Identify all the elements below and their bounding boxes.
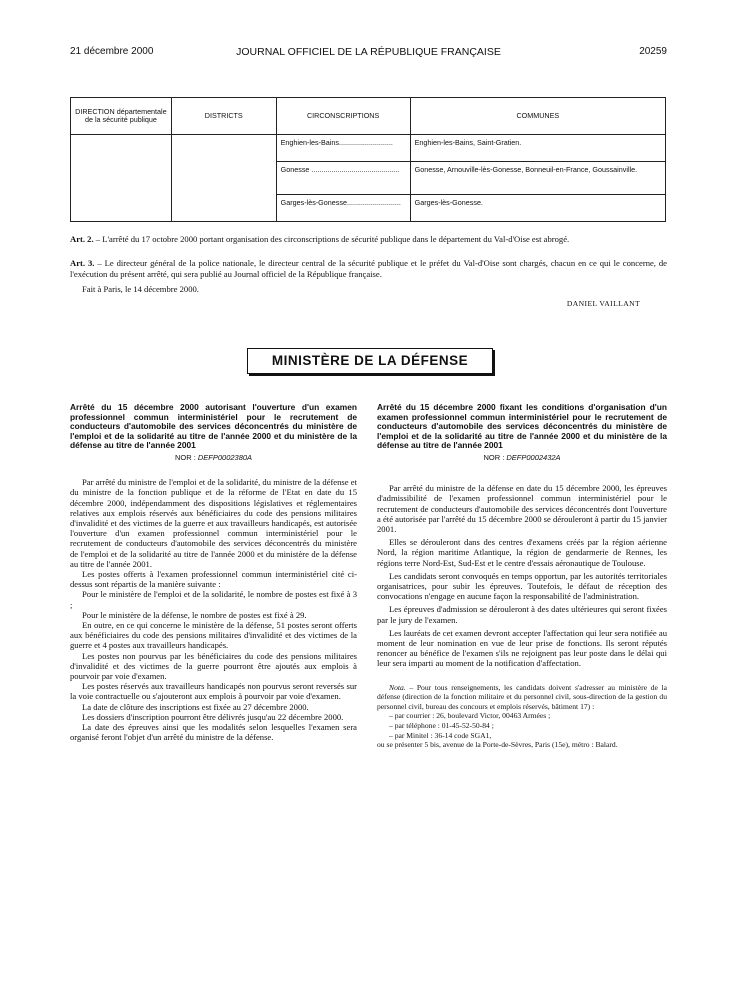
left-paragraph: Pour le ministère de la défense, le nombre de postes est fixé à 29. bbox=[82, 609, 307, 620]
ministry-heading-box bbox=[247, 348, 493, 374]
col-header-circonscriptions: CIRCONSCRIPTIONS bbox=[276, 98, 410, 135]
table-row bbox=[71, 135, 666, 162]
right-nor bbox=[377, 453, 667, 463]
ministry-heading: MINISTÈRE DE LA DÉFENSE bbox=[271, 353, 469, 368]
signature: DANIEL VAILLANT bbox=[566, 299, 640, 308]
nota-line: ou se présenter 5 bis, avenue de la Porte-de-Sèvres, Paris (15e), métro : Balard. bbox=[377, 740, 618, 750]
communes-cell: Garges-lès-Gonesse. bbox=[410, 195, 665, 222]
left-paragraph: Les postes réservés aux travailleurs handicapés non pourvus seront reversés sur la voie contractuelle ou s'ajouteront aux emplois à pourvoir par voie d'examen. bbox=[70, 681, 357, 702]
left-decree-title: Arrêté du 15 décembre 2000 autorisant l'ouverture d'un examen professionnel commun interministériel pour le recrutement de conducteurs d'automobile des services déconcentrés du ministère de l'emploi et de la solidarité au titre de l'année 2000 et du ministère de la défense au titre de l'année 2001 bbox=[70, 402, 357, 451]
page-number: 20259 bbox=[639, 46, 667, 57]
col-header-direction: DIRECTION départementale de la sécurité publique bbox=[71, 98, 172, 135]
circonscriptions-table bbox=[70, 97, 666, 222]
right-nor-label: NOR : bbox=[483, 452, 507, 462]
right-decree-title: Arrêté du 15 décembre 2000 fixant les conditions d'organisation d'un examen professionnel commun interministériel pour le recrutement de conducteurs d'automobile des services déconcentrés du ministère de l'emploi et de la solidarité au titre de l'année 2000 et du ministère de la défense au titre de l'année 2001 bbox=[377, 402, 667, 451]
col-header-communes: COMMUNES bbox=[410, 98, 665, 135]
article-2 bbox=[70, 234, 667, 245]
nota bbox=[377, 683, 667, 712]
right-paragraph: Par arrêté du ministre de la défense en date du 15 décembre 2000, les épreuves d'admissibilité de l'examen professionnel commun interministériel pour le recrutement de conducteurs d'automobile des services déconcentrés dont l'ouverture a été autorisée par l'arrêté du 15 décembre 2000 se dérouleront à partir du 15 janvier 2001. bbox=[377, 483, 667, 534]
nota-label: Nota. bbox=[389, 682, 406, 692]
journal-title: JOURNAL OFFICIEL DE LA RÉPUBLIQUE FRANÇAISE bbox=[236, 46, 501, 58]
left-paragraph: Pour le ministère de l'emploi et de la solidarité, le nombre de postes est fixé à 3 ; bbox=[70, 589, 357, 610]
right-paragraph: Les lauréats de cet examen devront accepter l'affectation qui leur sera notifiée au moment de leur nomination en vue de leur prise de fonctions. Ils seront réputés renoncer au bénéfice de l'examen s'ils ne rejoignent pas leur poste dans le délai qui leur sera imparti au moment de la notification d'affectation. bbox=[377, 627, 667, 669]
right-paragraph: Les candidats seront convoqués en temps opportun, par les autorités territoriales organisatrices, pour subir les épreuves. Toutefois, le défaut de réception des convocations n'engage en aucune façon la responsabilité de l'administration. bbox=[377, 570, 667, 602]
article-3-label: Art. 3. bbox=[70, 258, 95, 268]
left-paragraph: La date des épreuves ainsi que les modalités selon lesquelles l'examen sera organisé feront l'objet d'un arrêté du ministre de la défense. bbox=[70, 722, 357, 743]
direction-cell bbox=[71, 135, 172, 222]
left-paragraph: Les postes non pourvus par les bénéficiaires du code des pensions militaires d'invalidité et des victimes de la guerre pourront être ajoutés aux emplois à pourvoir par voie d'examen. bbox=[70, 650, 357, 682]
article-3 bbox=[70, 258, 667, 280]
article-2-text: – L'arrêté du 17 octobre 2000 portant organisation des circonscriptions de sécurité publique dans le département du Val-d'Oise est abrogé. bbox=[93, 234, 570, 244]
table-header-row bbox=[71, 98, 666, 135]
communes-cell: Enghien-les-Bains, Saint-Gratien. bbox=[410, 135, 665, 162]
circonscription-cell: Garges-lès-Gonesse........................... bbox=[276, 195, 410, 222]
communes-cell: Gonesse, Arnouville-lès-Gonesse, Bonneuil-en-France, Goussainville. bbox=[410, 162, 665, 195]
nota-line: – par Minitel : 36-14 code SGA1, bbox=[389, 730, 492, 740]
circonscription-cell: Gonesse ............................................ bbox=[276, 162, 410, 195]
left-paragraph: Les dossiers d'inscription pourront être délivrés jusqu'au 22 décembre 2000. bbox=[82, 711, 344, 722]
left-paragraph: La date de clôture des inscriptions est fixée au 27 décembre 2000. bbox=[82, 701, 309, 712]
nota-line: – par téléphone : 01-45-52-50-84 ; bbox=[389, 721, 494, 730]
page-header bbox=[70, 46, 667, 60]
nota-text: – Pour tous renseignements, les candidats doivent s'adresser au ministère de la défense (direction de la fonction militaire et du personnel civil, sous-direction de la gestion du personnel civil, bureau des concours et emplois réservés, bâtiment 17) : bbox=[377, 682, 667, 711]
article-3-text: – Le directeur général de la police nationale, le directeur central de la sécurité publique et le préfet du Val-d'Oise sont chargés, chacun en ce qui le concerne, de l'exécution du présent arrêté, qui sera publié au Journal officiel de la République française. bbox=[70, 258, 668, 279]
right-paragraph: Les épreuves d'admission se dérouleront à des dates ultérieures qui seront fixées par le jury de l'examen. bbox=[377, 604, 667, 625]
left-paragraph: Par arrêté du ministre de l'emploi et de la solidarité, du ministre de la défense et du ministre de la fonction publique et de la réforme de l'Etat en date du 15 décembre 2000, indépendamment des dispositions législatives et réglementaires relatives aux emplois réservés aux bénéficiaires du code des pensions militaires d'invalidité et des victimes de la guerre et aux travailleurs handicapés, est autorisée l'ouverture d'un examen professionnel commun interministériel pour le recrutement de conducteurs d'automobile des services déconcentrés du ministère de l'emploi et de la solidarité au titre de l'année 2000 et du ministère de la défense au titre de l'année 2001. bbox=[70, 477, 357, 569]
right-column bbox=[377, 403, 667, 750]
left-paragraph: Les postes offerts à l'examen professionnel commun interministériel cité ci-dessus sont répartis de la manière suivante : bbox=[70, 569, 357, 590]
left-nor bbox=[70, 453, 357, 463]
fait-a-paris: Fait à Paris, le 14 décembre 2000. bbox=[82, 284, 199, 294]
right-nor-code: DEFP0002432A bbox=[506, 452, 561, 462]
left-nor-code: DEFP0002380A bbox=[197, 452, 253, 462]
districts-cell bbox=[171, 135, 276, 222]
header-date: 21 décembre 2000 bbox=[70, 46, 154, 57]
left-paragraph: En outre, en ce qui concerne le ministère de la défense, 51 postes seront offerts aux bénéficiaires du code des pensions militaires d'invalidité et des victimes de la guerre et 4 postes aux travailleurs handicapés. bbox=[70, 620, 357, 651]
right-paragraph: Elles se dérouleront dans des centres d'examens créés par la région aérienne Nord, la région maritime Atlantique, la région de gendarmerie de Rennes, les régions terre Nord-Est, Sud-Est et le centre d'essais aéronautique de Toulouse. bbox=[377, 537, 667, 568]
left-nor-label: NOR : bbox=[174, 452, 198, 462]
nota-line: – par courrier : 26, boulevard Victor, 00463 Armées ; bbox=[389, 711, 551, 721]
article-2-label: Art. 2. bbox=[70, 234, 94, 244]
col-header-districts: DISTRICTS bbox=[171, 98, 276, 135]
left-column bbox=[70, 403, 357, 742]
circonscription-cell: Enghien-les-Bains........................... bbox=[276, 135, 410, 162]
